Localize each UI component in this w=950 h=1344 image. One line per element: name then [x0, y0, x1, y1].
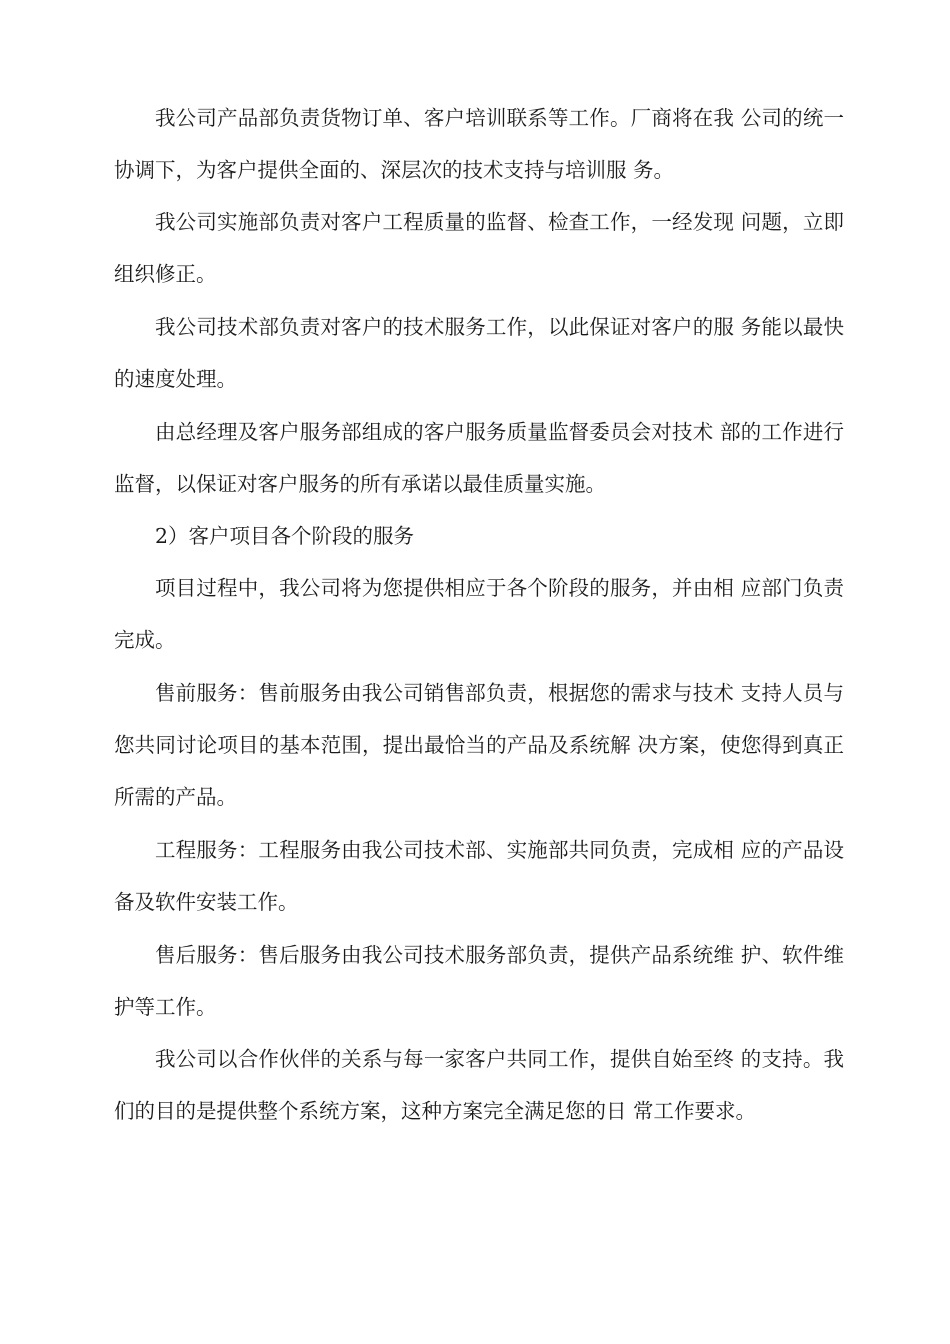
paragraph-implementation-dept: 我公司实施部负责对客户工程质量的监督、检查工作，一经发现 问题，立即组织修正。 [114, 210, 844, 286]
paragraph-tech-dept: 我公司技术部负责对客户的技术服务工作，以此保证对客户的服 务能以最快的速度处理。 [114, 315, 844, 391]
paragraph-quality-committee: 由总经理及客户服务部组成的客户服务质量监督委员会对技术 部的工作进行监督，以保证对客户服务的所有承诺以最佳质量实施。 [114, 420, 844, 496]
paragraph-presales-service: 售前服务：售前服务由我公司销售部负责，根据您的需求与技术 支持人员与您共同讨论项目的基本范围，提出最恰当的产品及系统解 决方案，使您得到真正所需的产品。 [114, 681, 844, 809]
paragraph-engineering-service: 工程服务：工程服务由我公司技术部、实施部共同负责，完成相 应的产品设备及软件安装工作。 [114, 838, 844, 914]
section-heading-project-stages: 2）客户项目各个阶段的服务 [155, 524, 415, 548]
paragraph-partnership: 我公司以合作伙伴的关系与每一家客户共同工作，提供自始至终 的支持。我们的目的是提供整个系统方案，这种方案完全满足您的日 常工作要求。 [114, 1047, 844, 1123]
paragraph-project-process: 项目过程中，我公司将为您提供相应于各个阶段的服务，并由相 应部门负责完成。 [114, 576, 844, 652]
paragraph-product-dept: 我公司产品部负责货物订单、客户培训联系等工作。厂商将在我 公司的统一协调下，为客户提供全面的、深层次的技术支持与培训服 务。 [114, 106, 844, 182]
paragraph-aftersales-service: 售后服务：售后服务由我公司技术服务部负责，提供产品系统维 护、软件维护等工作。 [114, 943, 844, 1019]
